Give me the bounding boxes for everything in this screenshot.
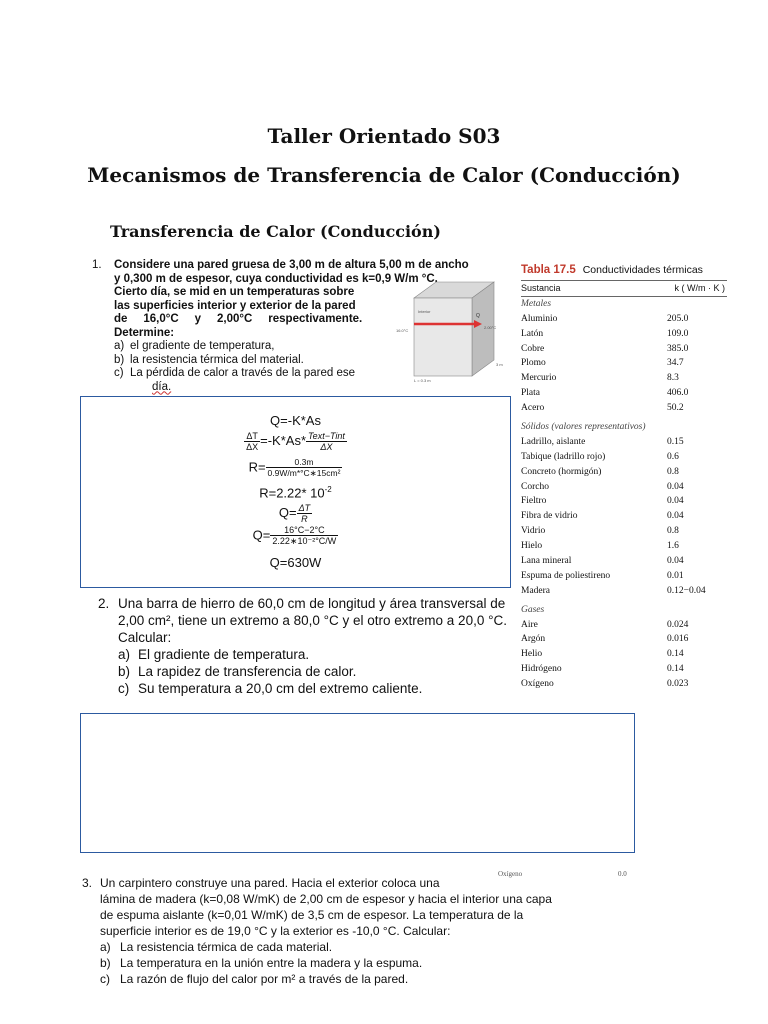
figure-label: Interior [418,309,431,314]
problem-number: 1. [92,259,102,271]
table-cell-value: 0.024 [667,619,689,630]
figure-label: L = 0.3 m [414,378,431,383]
table-cell-substance: Plomo [521,358,546,369]
table-cell-value: 0.023 [667,679,689,690]
page-subtitle: Mecanismos de Transferencia de Calor (Conducción) [87,163,681,187]
table-row [521,465,727,480]
problem-number: 3. [82,876,93,890]
table-row [521,386,727,401]
table-row [521,356,727,371]
equation: R=2.22* $10^{-2}$ [259,485,332,501]
table-cell-value: 0.8 [667,466,679,477]
table-cell-substance: Mercurio [521,373,557,384]
problem-line: 2,00 cm², tiene un extremo a 80,0 °C y el otro extremo a 20,0 °C. [118,613,507,628]
problem-line: lámina de madera (k=0,08 W/mK) de 2,00 cm de espesor y hacia el interior una capa [100,892,552,906]
list-item: c) La pérdida de calor a través de la pared ese [114,367,356,379]
table-cell-value: 0.12−0.04 [667,585,706,596]
solution-box-1 [80,396,511,588]
table-cell-value: 385.0 [667,343,689,354]
table-cell-value: 109.0 [667,328,689,339]
table-row [521,480,727,495]
table-cell-value: 0.8 [667,526,679,537]
table-group-heading: Metales [521,298,552,309]
table-cell-substance: Acero [521,403,545,414]
table-cell-substance: Plata [521,388,540,399]
table-cell-substance: Concreto (hormigón) [521,466,602,477]
list-item: b) La rapidez de transferencia de calor. [118,664,357,679]
problem-line: Cierto día, se mid en un temperaturas sobre [114,286,355,298]
table-cell-substance: Hielo [521,541,543,552]
list-item: b) La temperatura en la unión entre la madera y la espuma. [100,956,423,970]
table-row [521,435,727,450]
problem-line: superficie interior es de 19,0 °C y la exterior es -10,0 °C. Calcular: [100,924,451,938]
table-body [521,297,727,692]
table-cell-value: 205.0 [667,313,689,324]
problem-line: las superficies interior y exterior de la pared [114,299,356,312]
list-item: b) la resistencia térmica del material. [114,353,304,366]
equation: R= $\frac{0.3m}{\text{0.9W/m*°C∗15cm²}}$ [248,457,341,478]
table-cell-value: 50.2 [667,403,684,414]
table-row [521,554,727,569]
equation: Q= $\frac{\Delta T}{R}$ [278,503,311,524]
list-item: a) La resistencia térmica de cada material. [100,940,333,954]
table-row [521,342,727,357]
problem-2 [98,595,510,697]
table-cell-substance: Aluminio [521,313,558,324]
table-row [521,632,727,647]
table-row [521,618,727,633]
table-cell-value: 0.15 [667,436,684,447]
table-cell-substance: Argón [521,634,546,645]
table-cell-substance: Tabique (ladrillo rojo) [521,451,606,462]
table-cell-value: 1.6 [667,541,679,552]
table-cell-substance: Corcho [521,481,549,492]
table-cell-value: 8.3 [667,373,679,384]
table-cell-substance: Lana mineral [521,556,572,567]
table-cell-value: 0.04 [667,481,684,492]
equation: $\frac{\Delta T}{\Delta X}$ =-K*As* $\frac{\text{Text−Tint}}{\Delta X}$ [246,431,345,452]
table-cell-value: 0.01 [667,570,684,581]
table-row [521,494,727,509]
table-header: Sustancia k ( W/m · K ) [521,283,725,293]
wall-figure [396,276,502,384]
table-cell-substance: Fieltro [521,496,547,507]
equation: Q= $\frac{16^\circ C-2^\circ C}{\text{2.22∗10⁻²°C/W}}$ [252,525,337,546]
problem-line: Una barra de hierro de 60,0 cm de longitud y área transversal de [118,596,506,611]
table-row [521,312,727,327]
table-cell-substance: Madera [521,585,551,596]
conductivity-table [521,264,727,692]
problem-line: Calcular: [118,630,172,645]
list-item: c) Su temperatura a 20,0 cm del extremo caliente. [118,681,423,696]
figure-label: 16.0°C [396,328,409,333]
table-row [521,371,727,386]
section-heading: Transferencia de Calor (Conducción) [110,222,441,241]
table-cell-value: 0.14 [667,664,684,675]
table-cell-substance: Latón [521,328,544,339]
page-title: Taller Orientado S03 [267,124,501,148]
ghost-text: 0.0 [618,870,627,878]
table-cell-substance: Hidrógeno [521,664,562,675]
problem-line: y 0,300 m de espesor, cuya conductividad es k=0,9 W/m °C. [114,272,438,285]
figure-label: 3 m [496,362,503,367]
problem-number: 2. [98,596,110,611]
table-cell-value: 0.14 [667,649,684,660]
table-caption: Tabla 17.5 Conductividades térmicas [521,264,703,276]
problem-line: Considere una pared gruesa de 3,00 m de altura 5,00 m de ancho [114,259,469,271]
table-cell-value: 0.04 [667,511,684,522]
table-cell-substance: Fibra de vidrio [521,511,578,522]
table-row [521,677,727,692]
table-cell-value: 406.0 [667,388,689,399]
table-row [521,401,727,416]
table-row [521,327,727,342]
equation-result: Q=630W [269,555,322,570]
table-cell-substance: Oxígeno [521,679,554,690]
problem-line: Un carpintero construye una pared. Hacia el exterior coloca una [100,876,440,890]
table-row [521,569,727,584]
table-cell-value: 34.7 [667,358,684,369]
table-cell-substance: Helio [521,649,543,660]
table-row [521,450,727,465]
table-cell-substance: Cobre [521,343,545,354]
list-item-continuation: día. [152,380,172,393]
table-cell-substance: Aire [521,619,538,630]
list-item: a) el gradiente de temperatura, [114,340,275,352]
table-row [521,524,727,539]
answer-box-2[interactable] [80,713,635,853]
problem-3 [82,875,642,987]
table-cell-substance: Vidrio [521,526,546,537]
list-item: a) El gradiente de temperatura. [118,647,310,662]
table-cell-value: 0.6 [667,451,679,462]
table-cell-substance: Espuma de poliestireno [521,570,611,581]
table-cell-substance: Ladrillo, aislante [521,436,586,447]
equation: Q=-K*As [270,413,321,428]
table-row [521,647,727,662]
figure-label: 2.00°C [484,325,497,330]
table-group-heading: Gases [521,604,545,615]
list-item: c) La razón de flujo del calor por m² a través de la pared. [100,972,409,986]
table-row [521,662,727,677]
table-cell-value: 0.04 [667,556,684,567]
table-row [521,509,727,524]
figure-label: Q [476,313,480,319]
table-group-heading: Sólidos (valores representativos) [521,422,646,433]
table-row [521,539,727,554]
ghost-text: Oxígeno [498,870,523,878]
problem-line: de espuma aislante (k=0,01 W/mK) de 3,5 cm de espesor. La temperatura de la [100,908,524,922]
problem-line: Determine: [114,326,175,339]
table-cell-value: 0.04 [667,496,684,507]
problem-line: de 16,0°C y 2,00°C respectivamente. [114,313,363,325]
table-cell-value: 0.016 [667,634,689,645]
table-row [521,584,727,599]
